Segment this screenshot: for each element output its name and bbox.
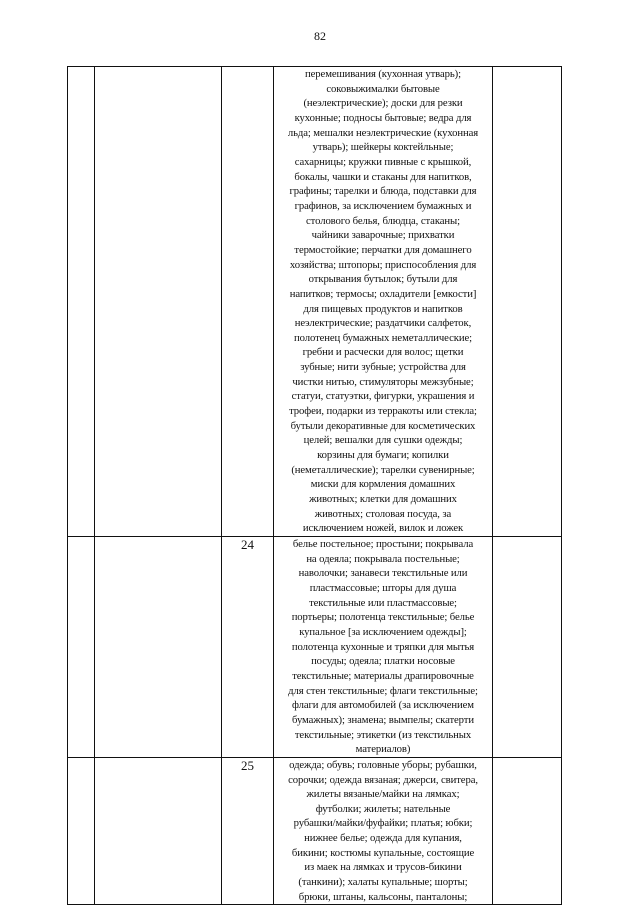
text-line: брюки, штаны, кальсоны, панталоны; [298,890,468,903]
table-row [68,537,562,758]
text-line: наволочки; занавеси текстильные или [298,567,468,580]
text-line: кухонные; подносы бытовые; ведра для [294,111,472,124]
goods-description [274,67,493,537]
text-line: жилеты вязаные/майки на лямках; [306,788,460,801]
text-line: бикини; костюмы купальные, состоящие [291,846,475,859]
text-line: (неэлектрические); доски для резки [303,97,463,110]
text-line: животных; клетки для домашних [309,493,457,506]
empty-cell [493,537,562,758]
text-line: статуи, статуэтки, фигурки, украшения и [291,390,475,403]
empty-cell [68,757,95,905]
text-line: пластмассовые; шторы для душа [309,581,457,594]
text-line: полотенца кухонные и тряпки для мытья [291,640,475,653]
table-row [68,757,562,905]
text-line: графинов, за исключением бумажных и [294,199,472,212]
text-line: графины; тарелки и блюда, подставки для [289,185,477,198]
text-line: трофеи, подарки из терракоты или стекла; [289,405,477,418]
text-line: утварь); шейкеры коктейльные; [312,141,454,154]
text-line: бумажных); знамена; вымпелы; скатерти [292,713,474,726]
empty-cell [95,67,222,537]
text-line: сорочки; одежда вязаная; джерси, свитера, [288,773,478,786]
text-line: миски для кормления домашних [310,478,456,491]
empty-cell [68,67,95,537]
text-line: текстильные или пластмассовые; [309,596,457,609]
text-line: текстильные; материалы драпировочные [292,669,474,682]
text-line: на одеяла; покрывала постельные; [306,552,460,565]
text-line: футболки; жилеты; нательные [315,802,451,815]
text-line: перемешивания (кухонная утварь); [305,68,461,80]
text-line: соковыжималки бытовые [326,82,440,95]
text-line: текстильные; этикетки (из текстильных [294,728,472,741]
empty-cell [95,757,222,905]
empty-cell [493,757,562,905]
text-line: открывания бутылок; бутыли для [308,273,458,286]
goods-description [274,757,493,905]
text-line: (танкини); халаты купальные; шорты; [298,876,468,889]
text-line: для стен текстильные; флаги текстильные; [288,684,478,697]
text-line: материалов) [355,743,411,756]
text-line: рубашки/майки/фуфайки; платья; юбки; [293,817,473,830]
text-line: из маек на лямках и трусов-бикини [304,861,462,874]
text-line: флаги для автомобилей (за исключением [292,699,474,712]
text-line: льда; мешалки неэлектрические (кухонная [287,126,479,139]
class-number: 25 [222,757,274,905]
text-line: нижнее белье; одежда для купания, [304,832,462,845]
text-line: столового белья, блюдца, стаканы; [306,214,460,227]
text-line: гребни и расчески для волос; щетки [302,346,464,359]
text-line: одежда; обувь; головные уборы; рубашки, [289,758,477,771]
text-line: исключением ножей, вилок и ложек [302,522,464,535]
text-line: целей; вешалки для сушки одежды; [303,434,463,447]
text-line: белье постельное; простыни; покрывала [292,538,474,550]
text-line: корзины для бумаги; копилки [317,449,449,462]
empty-cell [493,67,562,537]
text-line: полотенец бумажных неметаллические; [294,331,472,344]
text-line: (неметаллические); тарелки сувенирные; [291,463,475,476]
table-row [68,67,562,537]
text-line: неэлектрические; раздатчики салфеток, [294,317,472,330]
class-number [222,67,274,537]
class-number: 24 [222,537,274,758]
empty-cell [95,537,222,758]
text-line: купальное [за исключением одежды]; [299,625,467,638]
text-line: хозяйства; штопоры; приспособления для [289,258,477,271]
text-line: для пищевых продуктов и напитков [303,302,463,315]
text-line: чайники заварочные; прихватки [311,229,455,242]
text-line: посуды; одеяла; платки носовые [311,655,455,668]
text-line: сахарницы; кружки пивные с крышкой, [294,155,472,168]
text-line: термостойкие; перчатки для домашнего [294,243,472,256]
text-line: бокалы, чашки и стаканы для напитков, [294,170,472,183]
text-line: животных; столовая посуда, за [314,507,452,520]
empty-cell [68,537,95,758]
goods-description [274,537,493,758]
page-number: 82 [314,29,326,43]
text-line: портьеры; полотенца текстильные; белье [291,611,475,624]
text-line: зубные; нити зубные; устройства для [300,361,466,374]
text-line: чистки нитью, стимуляторы межзубные; [292,375,474,388]
text-line: бутыли декоративные для косметических [290,419,476,432]
text-line: напитков; термосы; охладители [емкости] [289,287,477,300]
classes-table [67,66,562,905]
